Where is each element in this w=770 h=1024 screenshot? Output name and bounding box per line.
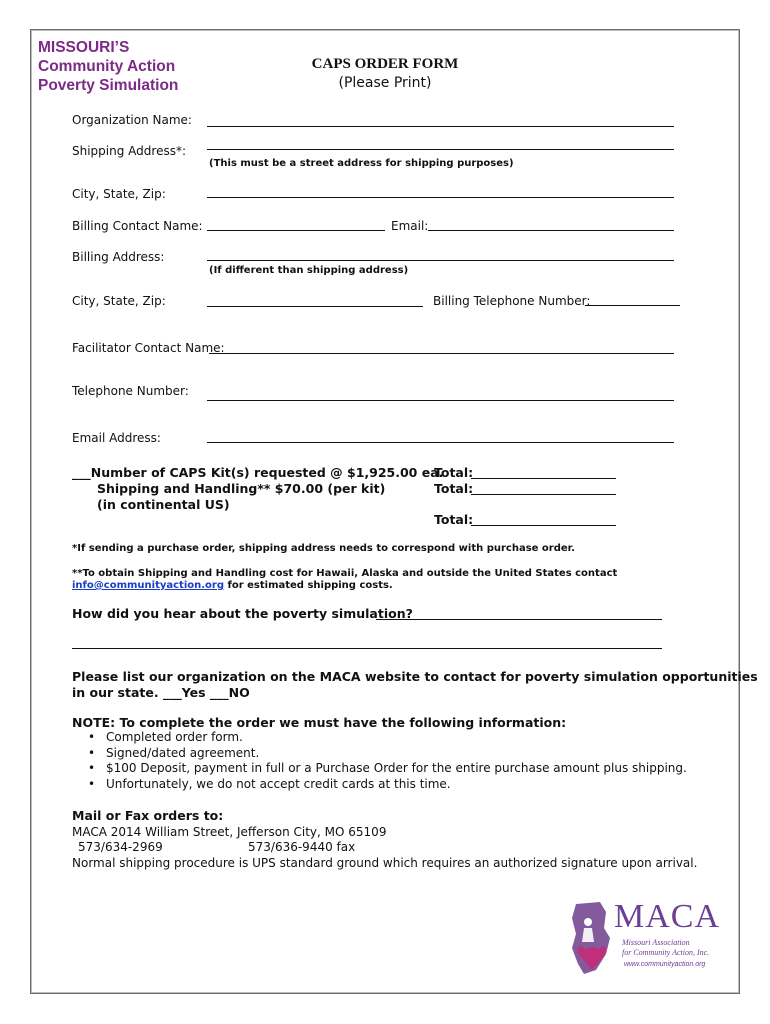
email-link[interactable]: info@communityaction.org xyxy=(72,580,225,591)
logo-url: www.communityaction.org xyxy=(624,961,706,968)
billing-city-state-zip-label: City, State, Zip: xyxy=(72,294,166,308)
shipping-note: (This must be a street address for shipping purposes) xyxy=(209,158,514,169)
brand-line-2: Community Action xyxy=(38,58,176,75)
shipping-address-input[interactable] xyxy=(207,149,674,150)
requirements-heading: NOTE: To complete the order we must have the following information: xyxy=(72,715,567,730)
billing-contact-label: Billing Contact Name: xyxy=(72,219,203,233)
telephone-label: Telephone Number: xyxy=(72,384,189,398)
list-item: • Completed order form. xyxy=(88,730,687,746)
email-label: Email: xyxy=(391,219,429,233)
logo-name: MACA xyxy=(614,898,721,935)
shipping-cost-footnote: **To obtain Shipping and Handling cost for Hawaii, Alaska and outside the United States contact xyxy=(72,568,618,579)
form-title: CAPS ORDER FORM xyxy=(311,56,459,72)
billing-phone-input[interactable] xyxy=(585,305,680,306)
mail-phone: 573/634-2969 xyxy=(78,840,163,854)
total-label-2: Total: xyxy=(434,481,474,496)
email-address-label: Email Address: xyxy=(72,431,161,445)
mail-address: MACA 2014 William Street, Jefferson City, MO 65109 xyxy=(72,825,387,839)
brand-line-1: MISSOURI’S xyxy=(38,39,130,56)
brand-title xyxy=(38,38,178,95)
shipping-address-label: Shipping Address*: xyxy=(72,144,186,158)
continental-us: (in continental US) xyxy=(97,497,230,512)
total-input-2[interactable] xyxy=(471,494,616,495)
po-footnote: *If sending a purchase order, shipping address needs to correspond with purchase order. xyxy=(72,543,575,554)
shipping-cost-footnote-2 xyxy=(72,580,393,591)
survey-question: How did you hear about the poverty simulation? xyxy=(72,606,413,621)
survey-answer-input-2[interactable] xyxy=(72,648,662,649)
shipping-cost-tail: for estimated shipping costs. xyxy=(224,580,393,591)
maca-logo xyxy=(566,898,721,978)
telephone-input[interactable] xyxy=(207,400,674,401)
kits-requested: ___Number of CAPS Kit(s) requested @ $1,925.00 ea. xyxy=(72,465,444,480)
email-address-input[interactable] xyxy=(207,442,674,443)
shipping-procedure: Normal shipping procedure is UPS standard ground which requires an authorized signature upon arrival. xyxy=(72,856,698,870)
org-name-input[interactable] xyxy=(207,126,674,127)
billing-city-state-zip-input[interactable] xyxy=(207,306,423,307)
listing-yes-no: in our state. ___Yes ___NO xyxy=(72,685,250,700)
logo-line-1: Missouri Association xyxy=(622,938,690,947)
total-input-3[interactable] xyxy=(471,525,616,526)
total-label-1: Total: xyxy=(434,465,474,480)
org-name-label: Organization Name: xyxy=(72,113,192,127)
listing-question: Please list our organization on the MACA website to contact for poverty simulation opportunities xyxy=(72,669,758,684)
billing-phone-label: Billing Telephone Number: xyxy=(433,294,591,308)
requirements-list xyxy=(88,730,687,792)
billing-address-label: Billing Address: xyxy=(72,250,165,264)
mail-fax: 573/636-9440 fax xyxy=(248,840,356,854)
city-state-zip-input[interactable] xyxy=(207,197,674,198)
list-item: • Unfortunately, we do not accept credit cards at this time. xyxy=(88,777,687,793)
facilitator-input[interactable] xyxy=(209,353,674,354)
form-subtitle: (Please Print) xyxy=(338,75,432,91)
list-item: • $100 Deposit, payment in full or a Purchase Order for the entire purchase amount plus shipping. xyxy=(88,761,687,777)
facilitator-label: Facilitator Contact Name: xyxy=(72,341,225,355)
total-input-1[interactable] xyxy=(471,478,616,479)
shipping-handling: Shipping and Handling** $70.00 (per kit) xyxy=(97,481,386,496)
billing-address-input[interactable] xyxy=(207,260,674,261)
logo-line-2: for Community Action, Inc. xyxy=(622,948,710,957)
billing-note: (If different than shipping address) xyxy=(209,265,409,276)
email-input[interactable] xyxy=(428,230,674,231)
billing-contact-input[interactable] xyxy=(207,230,385,231)
mail-heading: Mail or Fax orders to: xyxy=(72,808,224,823)
brand-line-3: Poverty Simulation xyxy=(38,77,179,94)
list-item: • Signed/dated agreement. xyxy=(88,746,687,762)
city-state-zip-label: City, State, Zip: xyxy=(72,187,166,201)
survey-answer-input[interactable] xyxy=(376,619,662,620)
total-label-3: Total: xyxy=(434,512,474,527)
